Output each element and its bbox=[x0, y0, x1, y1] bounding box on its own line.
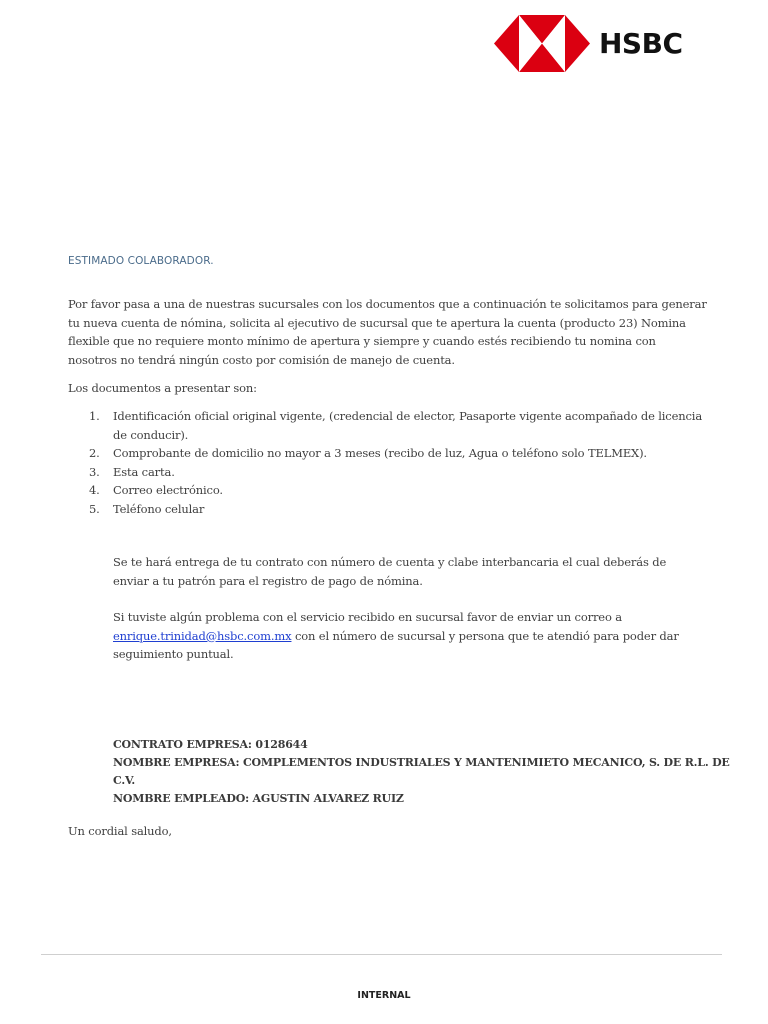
hsbc-hexagon-logo-icon bbox=[494, 15, 590, 72]
hsbc-logo bbox=[494, 15, 694, 72]
company-line: NOMBRE EMPRESA: COMPLEMENTOS INDUSTRIALES Y MANTENIMIETO MECANICO, S. DE R.L. DE C.V. bbox=[113, 756, 730, 787]
problem-note-outro: con el número de sucursal y persona que te atendió para poder dar seguimiento puntual. bbox=[113, 628, 679, 661]
hsbc-wordmark: HSBC bbox=[599, 27, 683, 60]
contract-line: CONTRATO EMPRESA: 0128644 bbox=[113, 738, 308, 751]
list-item-number: 3. bbox=[89, 464, 100, 479]
classification-label: INTERNAL bbox=[357, 990, 411, 1001]
list-item bbox=[68, 500, 708, 519]
documents-intro: Los documentos a presentar son: bbox=[68, 381, 257, 395]
problem-note-intro: Si tuviste algún problema con el servicio recibido en sucursal favor de enviar un correo a bbox=[113, 610, 622, 624]
footer-divider bbox=[41, 954, 722, 955]
salutation: ESTIMADO COLABORADOR. bbox=[68, 255, 214, 267]
list-item-text: Esta carta. bbox=[113, 464, 175, 479]
delivery-note: Se te hará entrega de tu contrato con número de cuenta y clabe interbancaria el cual deberás de enviar a tu patrón para el registro de pago de nómina. bbox=[113, 555, 667, 588]
documents-list bbox=[68, 407, 708, 518]
closing: Un cordial saludo, bbox=[68, 824, 172, 838]
list-item-number: 4. bbox=[89, 483, 100, 497]
list-item-number: 5. bbox=[89, 501, 100, 516]
list-item-number: 1. bbox=[89, 409, 100, 423]
list-item-text: Identificación oficial original vigente, (credencial de elector, Pasaporte vigente acompañado de licencia de conducir). bbox=[113, 409, 703, 442]
support-email-link[interactable]: enrique.trinidad@hsbc.com.mx bbox=[113, 628, 292, 643]
intro-paragraph: Por favor pasa a una de nuestras sucursales con los documentos que a continuación te solicitamos para generar tu nueva cuenta de nómina, solicita al ejecutivo de sucursal que te apertura la cuenta (producto 23) Nomina flexible que no requiere monto mínimo de apertura y siempre y cuando estés recibiendo tu nomina con nosotros no tendrá ningún costo por comisión de manejo de cuenta. bbox=[68, 297, 707, 367]
list-item-number: 2. bbox=[89, 446, 100, 460]
list-item-text: Comprobante de domicilio no mayor a 3 meses (recibo de luz, Agua o teléfono solo TELMEX). bbox=[113, 446, 647, 460]
list-item bbox=[68, 444, 708, 463]
employee-info-block bbox=[113, 736, 733, 808]
list-item bbox=[68, 407, 708, 444]
list-item-text: Correo electrónico. bbox=[113, 483, 223, 497]
list-item bbox=[68, 481, 708, 500]
list-item-text: Teléfono celular bbox=[113, 501, 205, 516]
list-item bbox=[68, 463, 708, 482]
problem-note bbox=[113, 608, 703, 664]
employee-line: NOMBRE EMPLEADO: AGUSTIN ALVAREZ RUIZ bbox=[113, 792, 404, 805]
